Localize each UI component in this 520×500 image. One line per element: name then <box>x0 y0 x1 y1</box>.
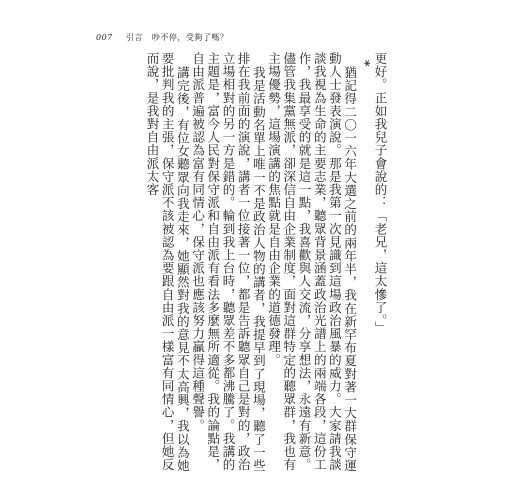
page-body <box>118 52 388 472</box>
running-header <box>96 32 228 43</box>
chapter-title: 吵不停，受夠了嗎？ <box>151 33 229 42</box>
chapter-label: 引言 <box>125 33 143 42</box>
paragraph: 講完後，有位女聽眾向我走來，她顯然對我的意見不太高興，我以為她要批判我的主張，保守派不該被認為要跟自由派一樣富有同情心，但她反而說，是我對自由派太客 <box>144 52 191 472</box>
opening-line: 更好。正如我兒子會說的：「老兄，這太慘了。」 <box>373 52 388 334</box>
paragraph: 我是活動名單上唯一不是政治人物的講者，我提早到了現場，聽了一些排在我前面的演說，講者一位接著一位，都是告訴聽眾自己是對的，政治立場相對的另一方是錯的。輪到我上台時，聽眾差不多都沸騰了。我講的主題是，富今人民對保守派和自由派有看法多麼無所適從。我的論點是，自由派普遍被認為富有同情心，保守派也應該努力贏得這種聲譽。 <box>190 52 267 472</box>
paragraph: 猶記得二〇一六年大選之前的兩年半，我在新罕布夏對著一大群保守運動人士發表演說。那是我第一次見識到這場政治風暴的威力。大家請我談談我視為生命的主要志業，聽眾背景涵蓋政治光譜上的兩端各段，這份工作，我最享受的就是這一點，我喜歡與人交流，分享想法，永遠有新意。儘管我集黨無派，卻深信自由企業制度，面對這群特定的聽眾群，我也有主場優勢，這場演講的焦點就是自由企業的道德發理。 <box>266 52 358 472</box>
page-number: 007 <box>96 33 113 42</box>
section-separator: * <box>357 59 373 67</box>
